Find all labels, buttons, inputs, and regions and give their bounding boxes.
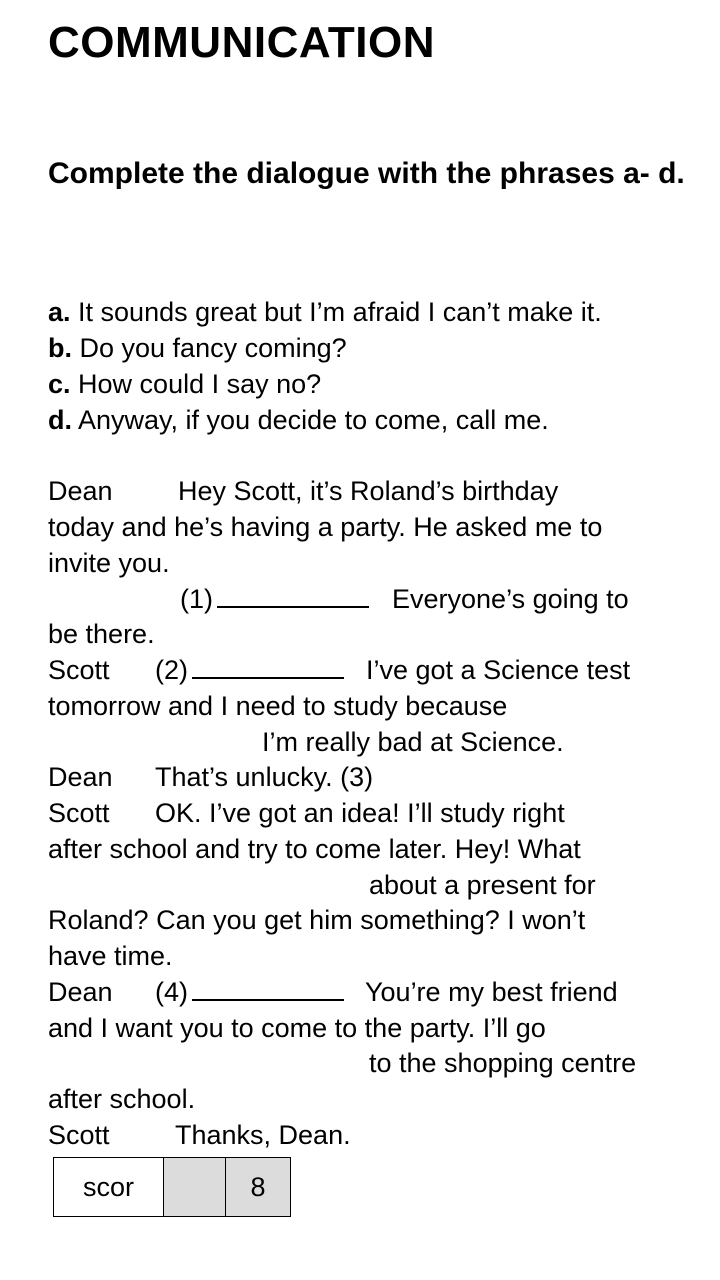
gap-number: (2) bbox=[155, 655, 188, 685]
option-letter: b. bbox=[48, 333, 72, 363]
option-letter: d. bbox=[48, 405, 72, 435]
dialogue-gap-4 bbox=[155, 976, 348, 1008]
score-total: 8 bbox=[226, 1158, 290, 1216]
dialogue-text: tomorrow and I need to study because bbox=[48, 691, 508, 721]
score-input-cell[interactable] bbox=[164, 1158, 226, 1216]
dialogue-text: I’ve got a Science test bbox=[366, 655, 631, 685]
dialogue-text: to the shopping centre bbox=[369, 1048, 637, 1078]
option-text: Do you fancy coming? bbox=[72, 333, 347, 363]
option-c bbox=[48, 368, 321, 400]
dialogue-text: Roland? Can you get him something? I won’t bbox=[48, 905, 586, 935]
option-letter: a. bbox=[48, 297, 71, 327]
option-a bbox=[48, 296, 602, 328]
option-text: It sounds great but I’m afraid I can’t make it. bbox=[70, 297, 602, 327]
dialogue-speaker: Scott bbox=[48, 798, 110, 828]
option-d bbox=[48, 404, 549, 436]
dialogue-text: after school and try to come later. Hey! What bbox=[48, 834, 581, 864]
dialogue-speaker: Scott bbox=[48, 1120, 110, 1150]
dialogue-text: about a present for bbox=[369, 870, 596, 900]
dialogue-speaker: Dean bbox=[48, 762, 113, 792]
gap-blank[interactable] bbox=[217, 584, 369, 608]
option-b bbox=[48, 332, 347, 364]
dialogue-text: and I want you to come to the party. I’ll go bbox=[48, 1013, 546, 1043]
gap-blank[interactable] bbox=[192, 977, 344, 1001]
dialogue-text: OK. I’ve got an idea! I’ll study right bbox=[155, 798, 565, 828]
gap-number: (4) bbox=[155, 977, 188, 1007]
score-label: scor bbox=[54, 1158, 164, 1216]
option-letter: c. bbox=[48, 369, 71, 399]
dialogue-text: I’m really bad at Science. bbox=[262, 727, 564, 757]
dialogue-gap-1 bbox=[180, 583, 373, 615]
option-text: Anyway, if you decide to come, call me. bbox=[72, 405, 549, 435]
dialogue-text: You’re my best friend bbox=[365, 977, 618, 1007]
dialogue-gap-2 bbox=[155, 654, 348, 686]
dialogue-text: be there. bbox=[48, 619, 155, 649]
task-instruction: Complete the dialogue with the phrases a- d. bbox=[48, 157, 685, 190]
dialogue-text: That’s unlucky. (3) bbox=[155, 762, 374, 792]
dialogue-text: invite you. bbox=[48, 548, 170, 578]
dialogue-speaker: Dean bbox=[48, 977, 113, 1007]
dialogue-speaker: Scott bbox=[48, 655, 110, 685]
dialogue-text: have time. bbox=[48, 941, 173, 971]
dialogue-text: Hey Scott, it’s Roland’s birthday bbox=[178, 476, 559, 506]
dialogue-text: after school. bbox=[48, 1084, 196, 1114]
dialogue-text: Thanks, Dean. bbox=[175, 1120, 351, 1150]
score-box bbox=[53, 1157, 291, 1217]
dialogue-text: Everyone’s going to bbox=[392, 584, 629, 614]
option-text: How could I say no? bbox=[70, 369, 322, 399]
section-title: COMMUNICATION bbox=[48, 18, 435, 67]
gap-number: (1) bbox=[180, 584, 213, 614]
dialogue-speaker: Dean bbox=[48, 476, 113, 506]
dialogue-text: today and he’s having a party. He asked me to bbox=[48, 512, 603, 542]
gap-blank[interactable] bbox=[192, 655, 344, 679]
